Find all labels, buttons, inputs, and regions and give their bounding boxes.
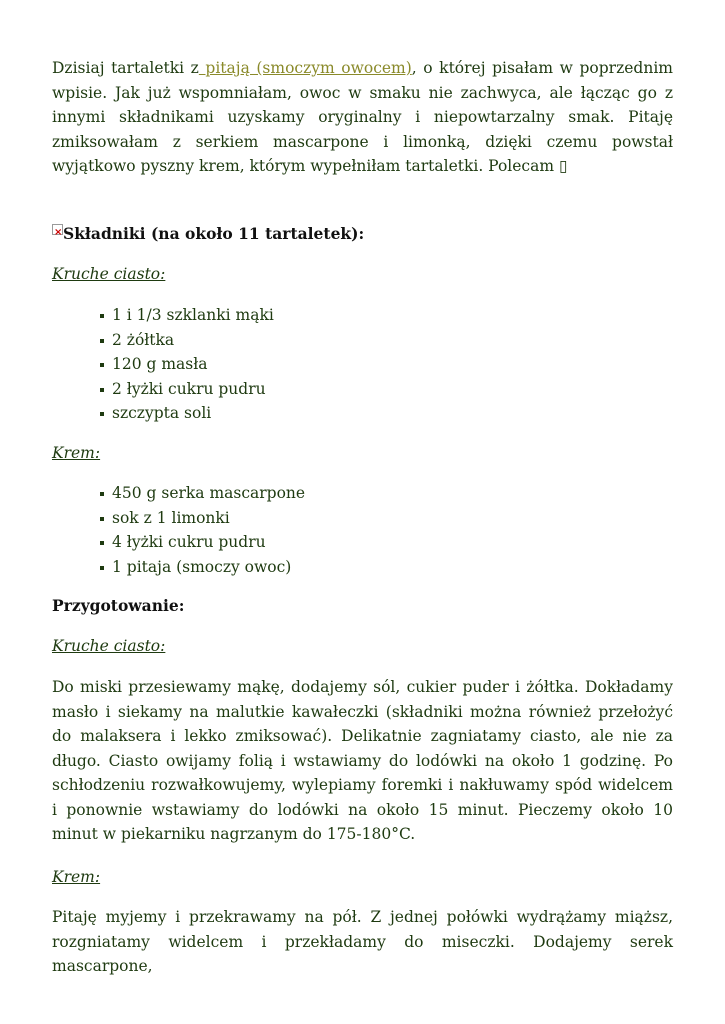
preparation-heading: Przygotowanie: <box>52 596 185 615</box>
prep-cream-paragraph: Pitaję myjemy i przekrawamy na pół. Z jednej połówki wydrążamy miąższ, rozgniatamy widelcem i przekładamy do miseczki. Dodajemy serek mascarpone, <box>52 908 673 975</box>
dough-ingredients-list <box>52 303 673 426</box>
intro-paragraph <box>52 56 673 179</box>
list-item: 450 g serka mascarpone <box>52 481 673 506</box>
list-item: 1 i 1/3 szklanki mąki <box>52 303 673 328</box>
list-item: 2 łyżki cukru pudru <box>52 377 673 402</box>
list-item: szczypta soli <box>52 401 673 426</box>
list-item: 4 łyżki cukru pudru <box>52 530 673 555</box>
cream-subheading <box>52 441 673 466</box>
intro-text-rest: , o której pisałam w poprzednim wpisie. Jak już wspomniałam, owoc w smaku nie zachwyca, ale łącząc go z innymi składnikami uzyskamy oryginalny i niepowtarzalny smak. Pitaję zmiksowałam z serkiem mascarpone i limonką, dzięki czemu powstał wyjątkowo pyszny krem, którym wypełniłam tartaletki. Polecam <box>52 59 673 175</box>
prep-dough-paragraph: Do miski przesiewamy mąkę, dodajemy sól, cukier puder i żółtka. Dokładamy masło i siekamy na malutkie kawałeczki (składniki można również przełożyć do malaksera i lekko zmiksować). Delikatnie zagniatamy ciasto, ale nie za długo. Ciasto owijamy folią i wstawiamy do lodówki na około 1 godzinę. Po schłodzeniu rozwałkowujemy, wylepiamy foremki i nakłuwamy spód widelcem i ponownie wstawiamy do lodówki na około 15 minut. Pieczemy około 10 minut w piekarniku nagrzanym do 175-180°C. <box>52 678 673 843</box>
list-item: 2 żółtka <box>52 328 673 353</box>
ingredients-heading <box>52 222 673 247</box>
dough-subheading <box>52 262 673 287</box>
cream-subheading-text: Krem: <box>52 444 101 462</box>
dough-subheading-text: Kruche ciasto: <box>52 265 166 283</box>
prep-dough-subheading <box>52 634 673 659</box>
prep-cream-subheading <box>52 865 673 890</box>
prep-dough-subheading-text: Kruche ciasto: <box>52 637 166 655</box>
cream-ingredients-list <box>52 481 673 579</box>
list-item: 1 pitaja (smoczy owoc) <box>52 555 673 580</box>
emoji-placeholder-icon: ▯ <box>558 157 568 175</box>
pitaja-link[interactable]: pitają (smoczym owocem) <box>198 59 412 77</box>
ingredients-heading-text: Składniki (na około 11 tartaletek): <box>63 224 365 243</box>
broken-image-icon <box>52 224 63 235</box>
prep-cream-subheading-text: Krem: <box>52 868 101 886</box>
list-item: sok z 1 limonki <box>52 506 673 531</box>
list-item: 120 g masła <box>52 352 673 377</box>
intro-text-start: Dzisiaj tartaletki z <box>52 59 199 77</box>
